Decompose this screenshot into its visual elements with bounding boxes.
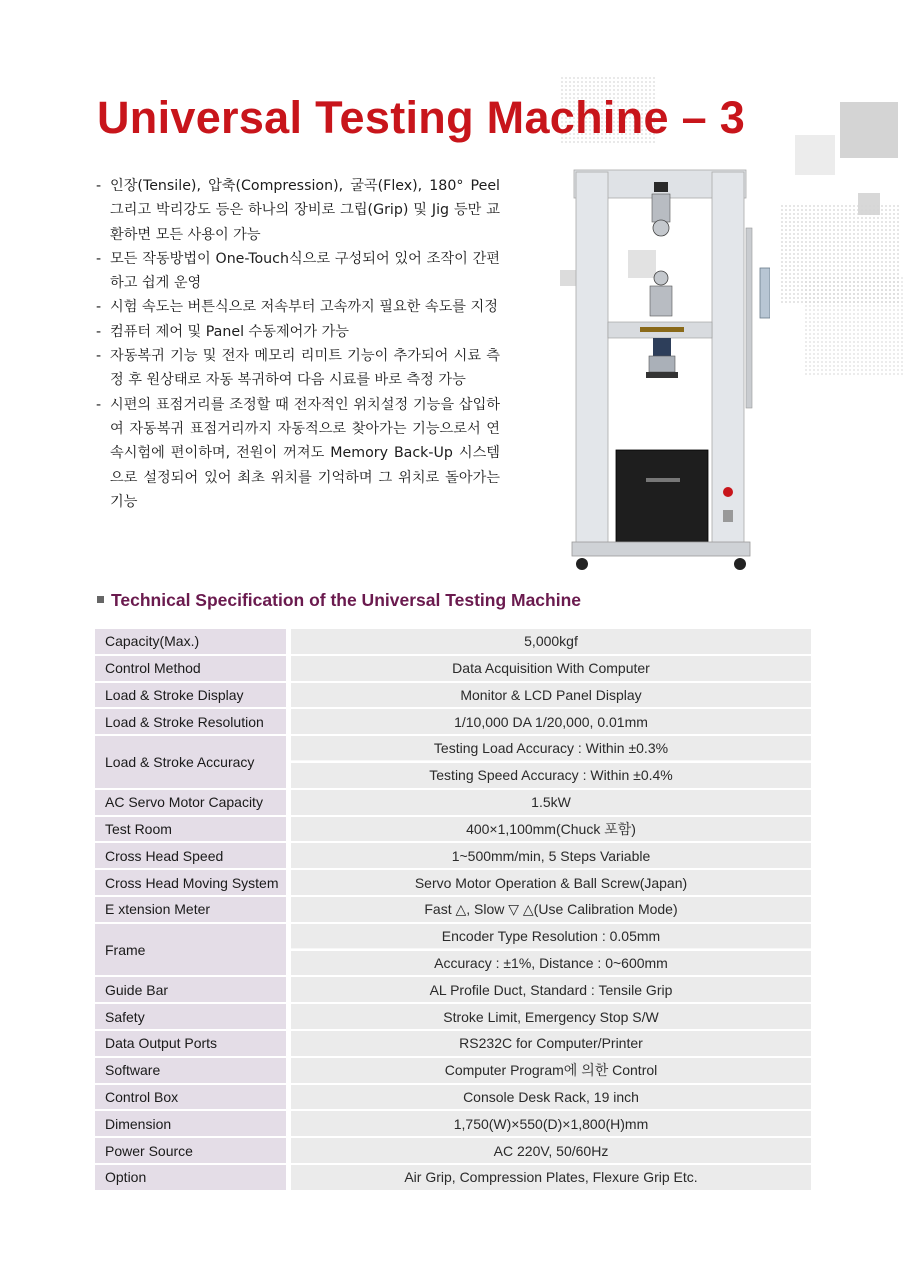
spec-value: Fast △, Slow ▽ △(Use Calibration Mode)	[291, 897, 811, 922]
feature-item: - 자동복귀 기능 및 전자 메모리 리미트 기능이 추가되어 시료 측정 후 원상태로 자동 복귀하여 다음 시료를 바로 측정 가능	[96, 348, 500, 389]
spec-row	[95, 1138, 811, 1163]
spec-value: 1/10,000 DA 1/20,000, 0.01mm	[291, 709, 811, 734]
spec-value: Data Acquisition With Computer	[291, 656, 811, 681]
spec-label: Data Output Ports	[95, 1031, 291, 1056]
spec-row	[95, 736, 811, 761]
spec-label: Load & Stroke Accuracy	[95, 736, 291, 788]
spec-row	[95, 1004, 811, 1029]
feature-item: - 시편의 표점거리를 조정할 때 전자적인 위치설정 기능을 삽입하여 자동복귀 표점거리까지 자동적으로 찾아가는 기능으로서 연속시험에 편이하며, 전원이 꺼져도 Memory Back-Up 시스템으로 설정되어 있어 최초 위치를 기억하며 그 위치로 돌아가는 기능	[96, 396, 500, 510]
spec-row	[95, 1085, 811, 1110]
spec-label: Cross Head Speed	[95, 843, 291, 868]
spec-value: 1.5kW	[291, 790, 811, 815]
spec-row	[95, 924, 811, 949]
spec-row	[95, 843, 811, 868]
feature-item: - 시험 속도는 버튼식으로 저속부터 고속까지 필요한 속도를 지정	[96, 299, 498, 316]
spec-value: Testing Load Accuracy : Within ±0.3%	[291, 736, 811, 761]
spec-row	[95, 977, 811, 1002]
spec-row	[95, 817, 811, 842]
spec-label: Power Source	[95, 1138, 291, 1163]
spec-label: Dimension	[95, 1111, 291, 1136]
spec-row	[95, 1058, 811, 1083]
page-title: Universal Testing Machine – 3	[97, 92, 746, 143]
spec-value: Air Grip, Compression Plates, Flexure Grip Etc.	[291, 1165, 811, 1190]
spec-label: Option	[95, 1165, 291, 1190]
spec-row	[95, 656, 811, 681]
spec-value: RS232C for Computer/Printer	[291, 1031, 811, 1056]
spec-label: Frame	[95, 924, 291, 976]
spec-value: Servo Motor Operation & Ball Screw(Japan)	[291, 870, 811, 895]
spec-label: Control Box	[95, 1085, 291, 1110]
machine-image	[560, 160, 770, 580]
spec-row	[95, 897, 811, 922]
spec-heading: Technical Specification of the Universal Testing Machine	[97, 590, 581, 611]
spec-value: Monitor & LCD Panel Display	[291, 683, 811, 708]
feature-item: - 인장(Tensile), 압축(Compression), 굴곡(Flex), 180° Peel 그리고 박리강도 등은 하나의 장비로 그립(Grip) 및 Jig 등만 교환하면 모든 사용이 가능	[96, 178, 500, 243]
spec-value: Console Desk Rack, 19 inch	[291, 1085, 811, 1110]
spec-row	[95, 870, 811, 895]
spec-row	[95, 629, 811, 654]
spec-label: Test Room	[95, 817, 291, 842]
spec-label: Load & Stroke Resolution	[95, 709, 291, 734]
spec-value: 400×1,100mm(Chuck 포함)	[291, 817, 811, 842]
spec-label: E xtension Meter	[95, 897, 291, 922]
spec-row	[95, 1165, 811, 1190]
spec-label: AC Servo Motor Capacity	[95, 790, 291, 815]
spec-label: Software	[95, 1058, 291, 1083]
spec-value: Computer Program에 의한 Control	[291, 1058, 811, 1083]
spec-row	[95, 683, 811, 708]
spec-value: AC 220V, 50/60Hz	[291, 1138, 811, 1163]
spec-value: Stroke Limit, Emergency Stop S/W	[291, 1004, 811, 1029]
spec-value: AL Profile Duct, Standard : Tensile Grip	[291, 977, 811, 1002]
spec-value: Accuracy : ±1%, Distance : 0~600mm	[291, 951, 811, 976]
spec-label: Load & Stroke Display	[95, 683, 291, 708]
spec-label: Safety	[95, 1004, 291, 1029]
feature-item: - 컴퓨터 제어 및 Panel 수동제어가 가능	[96, 323, 349, 340]
spec-value: 5,000kgf	[291, 629, 811, 654]
spec-label: Guide Bar	[95, 977, 291, 1002]
spec-label: Control Method	[95, 656, 291, 681]
spec-row	[95, 709, 811, 734]
spec-row	[95, 1111, 811, 1136]
spec-label: Cross Head Moving System	[95, 870, 291, 895]
spec-row	[95, 1031, 811, 1056]
spec-value: 1,750(W)×550(D)×1,800(H)mm	[291, 1111, 811, 1136]
spec-value: Encoder Type Resolution : 0.05mm	[291, 924, 811, 949]
spec-label: Capacity(Max.)	[95, 629, 291, 654]
square-bullet-icon	[97, 596, 104, 603]
spec-value: Testing Speed Accuracy : Within ±0.4%	[291, 763, 811, 788]
feature-list	[96, 174, 500, 514]
spec-row	[95, 790, 811, 815]
feature-item: - 모든 작동방법이 One-Touch식으로 구성되어 있어 조작이 간편하고 쉽게 운영	[96, 250, 500, 292]
spec-value: 1~500mm/min, 5 Steps Variable	[291, 843, 811, 868]
spec-table	[95, 627, 811, 1192]
